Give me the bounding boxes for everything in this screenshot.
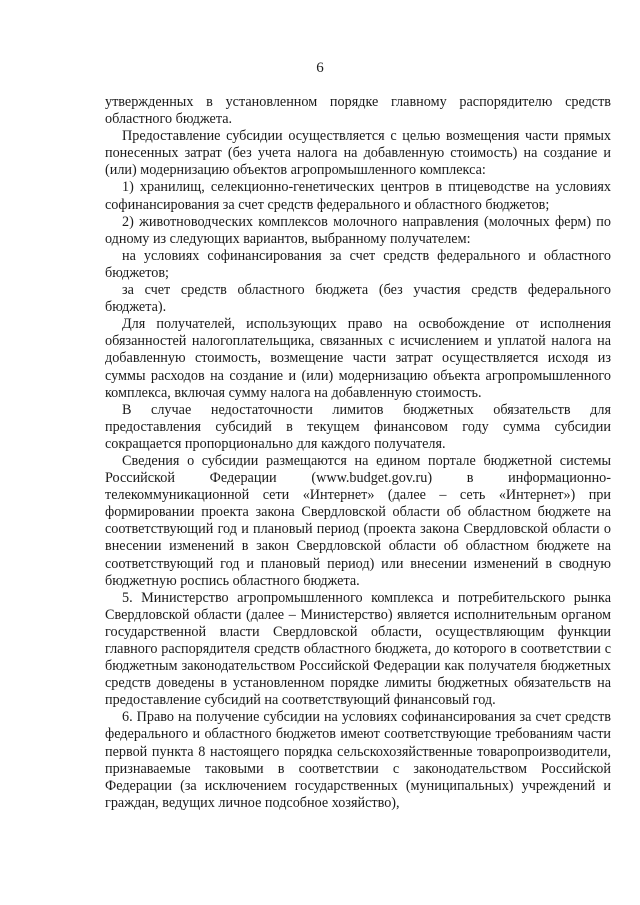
page-number: 6 <box>316 60 324 76</box>
paragraph: Сведения о субсидии размещаются на едином портале бюджетной системы Российской Федерации (www.budget.gov.ru) в информационно-телекоммуникационной сети «Интернет» (далее – сеть «Интернет») при формировании проекта закона Свердловской области об областном бюджете на соответствующий год и плановый период (проекта закона Свердловской области о внесении изменений в закон Свердловской области об областном бюджете на соответствующий год и плановый период) или внесении изменений в сводную бюджетную роспись областного бюджета. <box>105 452 611 589</box>
paragraph: 6. Право на получение субсидии на условиях софинансирования за счет средств федерального и областного бюджетов имеют соответствующие требованиям части первой пункта 8 настоящего порядка сельскохозяйственные товаропроизводители, признаваемые таковыми в соответствии с законодательством Российской Федерации (за исключением государственных (муниципальных) учреждений и граждан, ведущих личное подсобное хозяйство), <box>105 709 611 811</box>
paragraph: 1) хранилищ, селекционно-генетических центров в птицеводстве на условиях софинансирования за счет средств федерального и областного бюджетов; <box>105 179 611 213</box>
document-body <box>105 94 611 812</box>
paragraph: Для получателей, использующих право на освобождение от исполнения обязанностей налогоплательщика, связанных с исчислением и уплатой налога на добавленную стоимость, возмещение части затрат осуществляется исходя из суммы расходов на создание и (или) модернизацию объекта агропромышленного комплекса, включая сумму налога на добавленную стоимость. <box>105 316 611 401</box>
paragraph: за счет средств областного бюджета (без участия средств федерального бюджета). <box>105 282 611 316</box>
paragraph: утвержденных в установленном порядке главному распорядителю средств областного бюджета. <box>105 94 611 128</box>
paragraph: на условиях софинансирования за счет средств федерального и областного бюджетов; <box>105 247 611 281</box>
paragraph: В случае недостаточности лимитов бюджетных обязательств для предоставления субсидий в текущем финансовом году сумма субсидии сокращается пропорционально для каждого получателя. <box>105 401 611 452</box>
paragraph: Предоставление субсидии осуществляется с целью возмещения части прямых понесенных затрат (без учета налога на добавленную стоимость) на создание и (или) модернизацию объектов агропромышленного комплекса: <box>105 128 611 179</box>
paragraph: 5. Министерство агропромышленного комплекса и потребительского рынка Свердловской области (далее – Министерство) является исполнительным органом государственной власти Свердловской области, осуществляющим функции главного распорядителя средств областного бюджета, до которого в соответствии с бюджетным законодательством Российской Федерации как получателя бюджетных средств доведены в установленном порядке лимиты бюджетных обязательств на предоставление субсидий на соответствующий финансовый год. <box>105 589 611 709</box>
paragraph: 2) животноводческих комплексов молочного направления (молочных ферм) по одному из следующих вариантов, выбранному получателем: <box>105 213 611 247</box>
